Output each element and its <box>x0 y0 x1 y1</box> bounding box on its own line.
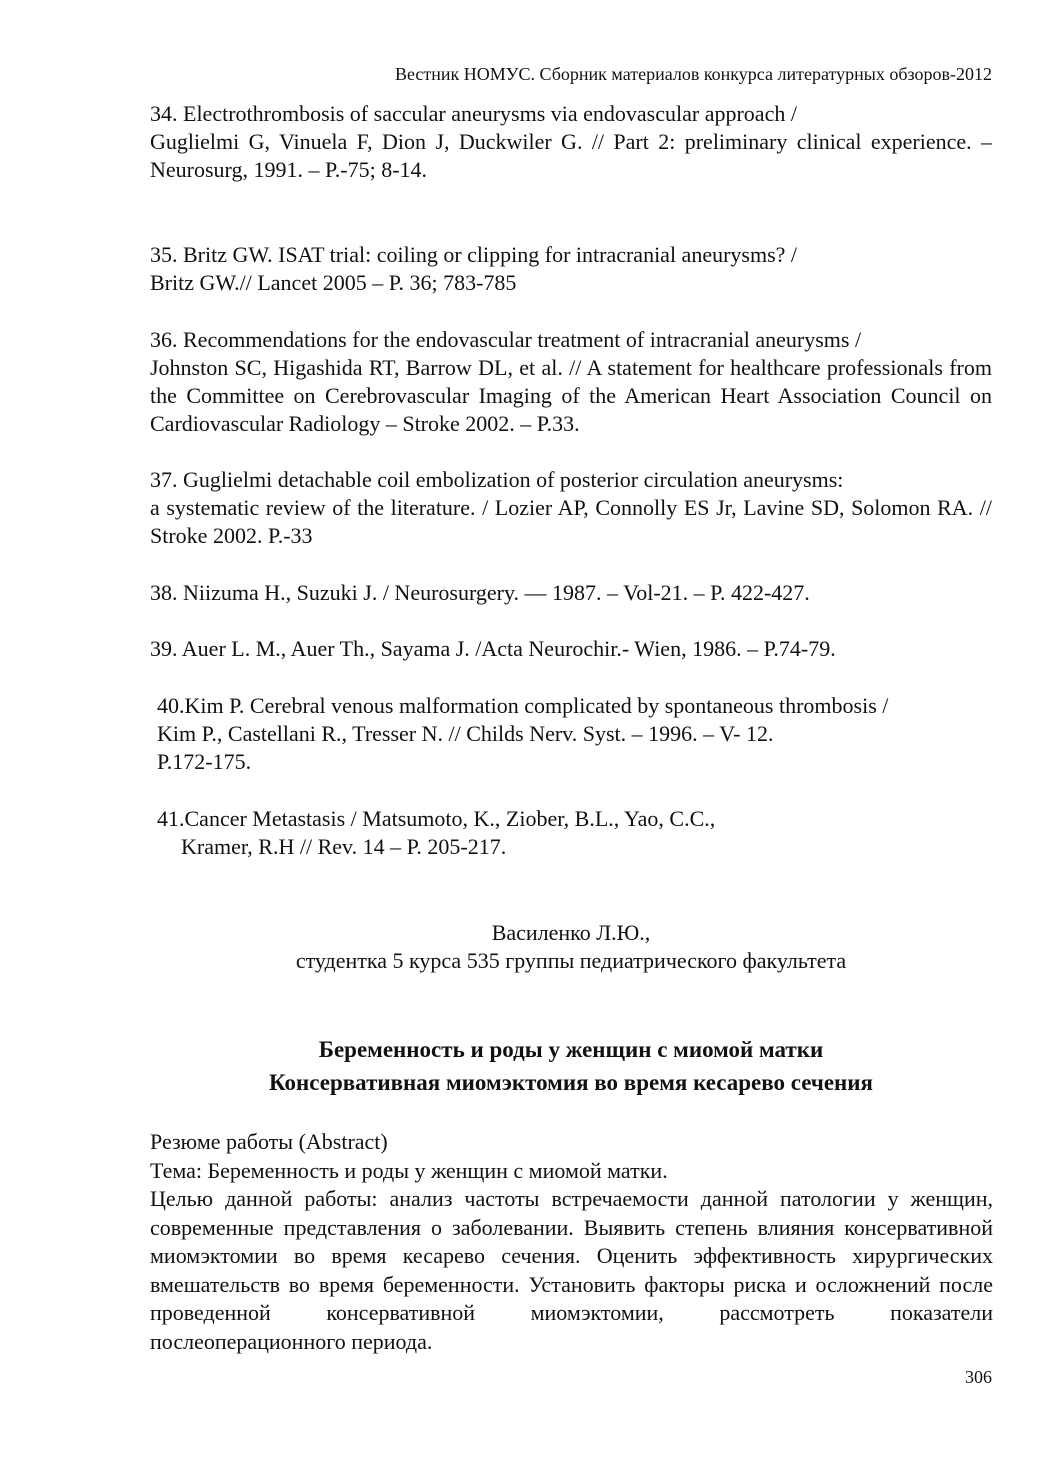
page-number: 306 <box>965 1367 992 1387</box>
reference-36-rest: Johnston SC, Higashida RT, Barrow DL, et al. // A statement for healthcare professionals from the Committee on Cerebrovascular Imaging of the American Heart Association Council on Cardiovascular Radiology – Stroke 2002. – P.33. <box>150 355 992 436</box>
reference-35-rest: Britz GW.// Lancet 2005 – P. 36; 783-785 <box>150 270 517 295</box>
running-header: Вестник НОМУС. Сборник материалов конкурса литературных обзоров-2012 <box>394 64 992 84</box>
reference-41-line2: Kramer, R.H // Rev. 14 – P. 205-217. <box>181 834 507 859</box>
abstract-section <box>150 1128 993 1356</box>
reference-39-line1: 39. Auer L. M., Auer Th., Sayama J. /Acta Neurochir.- Wien, 1986. – P.74-79. <box>150 636 836 661</box>
reference-34 <box>150 100 992 184</box>
reference-36-line1: 36. Recommendations for the endovascular treatment of intracranial aneurysms / <box>150 327 862 352</box>
reference-40 <box>157 692 997 776</box>
reference-40-line3: P.172-175. <box>157 749 252 774</box>
abstract-aim: Целью данной работы: анализ частоты встречаемости данной патологии у женщин, современные представления о заболевании. Выявить степень влияния консервативной миомэктомии во время кесарево сечения. Оценить эффективность хирургических вмешательств во время беременности. Установить факторы риска и осложнений после проведенной консервативной миомэктомии, рассмотреть показатели послеоперационного периода. <box>150 1186 993 1354</box>
article-title-line1: Беременность и роды у женщин с миомой матки <box>318 1037 824 1062</box>
reference-38-line1: 38. Niizuma H., Suzuki J. / Neurosurgery. — 1987. – Vol-21. – P. 422-427. <box>150 580 810 605</box>
reference-41-line1: 41.Cancer Metastasis / Matsumoto, K., Ziober, B.L., Yao, C.C., <box>157 806 716 831</box>
author-name: Василенко Л.Ю., <box>491 920 651 945</box>
reference-40-line1: 40.Kim P. Cerebral venous malformation complicated by spontaneous thrombosis / <box>157 693 889 718</box>
reference-39 <box>150 635 992 663</box>
author-affiliation: студентка 5 курса 535 группы педиатрического факультета <box>295 948 847 973</box>
article-title-line2: Консервативная миомэктомия во время кесарево сечения <box>268 1070 874 1095</box>
reference-37-rest: a systematic review of the literature. / Lozier AP, Connolly ES Jr, Lavine SD, Solomon RA. // Stroke 2002. P.-33 <box>150 495 992 548</box>
reference-41 <box>157 805 997 861</box>
reference-35-line1: 35. Britz GW. ISAT trial: coiling or clipping for intracranial aneurysms? / <box>150 242 798 267</box>
abstract-heading: Резюме работы (Abstract) <box>150 1129 388 1154</box>
reference-34-rest: Guglielmi G, Vinuela F, Dion J, Duckwiler G. // Part 2: preliminary clinical experience. – Neurosurg, 1991. – P.-75; 8-14. <box>150 129 992 182</box>
reference-35 <box>150 241 992 297</box>
reference-40-line2: Kim P., Castellani R., Tresser N. // Childs Nerv. Syst. – 1996. – V- 12. <box>157 721 774 746</box>
reference-37 <box>150 466 992 550</box>
reference-36 <box>150 326 992 438</box>
reference-34-line1: 34. Electrothrombosis of saccular aneurysms via endovascular approach / <box>150 101 797 126</box>
reference-38 <box>150 579 992 607</box>
reference-37-line1: 37. Guglielmi detachable coil embolization of posterior circulation aneurysms: <box>150 467 844 492</box>
abstract-topic: Тема: Беременность и роды у женщин с миомой матки. <box>150 1157 668 1183</box>
